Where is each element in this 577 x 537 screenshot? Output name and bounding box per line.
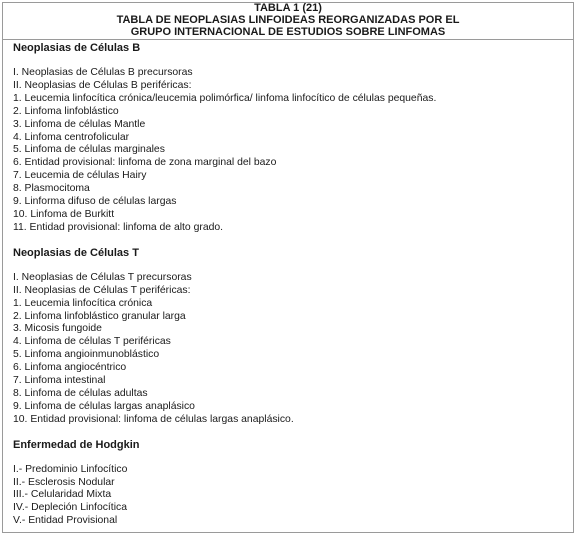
list-item: 4. Linfoma de células T periféricas (13, 336, 171, 348)
list-item: 9. Linforma difuso de células largas (13, 196, 177, 208)
item-list (13, 67, 568, 235)
list-item: 3. Micosis fungoide (13, 323, 102, 335)
list-item: 2. Linfoma linfoblástico (13, 105, 119, 117)
list-item: 5. Linfoma angioinmunoblástico (13, 349, 160, 361)
list-item: II.- Esclerosis Nodular (13, 476, 115, 488)
table-number: TABLA 1 (21) (254, 2, 322, 14)
list-item: 6. Entidad provisional: linfoma de zona marginal del bazo (13, 157, 277, 169)
list-item: 10. Linfoma de Burkitt (13, 208, 115, 220)
list-item: 9. Linfoma de células largas anaplásico (13, 400, 195, 412)
list-item: III.- Celularidad Mixta (13, 489, 112, 501)
section-hodgkin (13, 439, 568, 529)
table-body (13, 42, 568, 528)
list-item: 4. Linfoma centrofolicular (13, 131, 130, 143)
list-item: 2. Linfoma linfoblástico granular larga (13, 310, 186, 322)
item-list (13, 272, 568, 427)
table-title-line-2: GRUPO INTERNACIONAL DE ESTUDIOS SOBRE LINFOMAS (130, 26, 446, 38)
list-item: I. Neoplasias de Células T precursoras (13, 271, 192, 283)
list-item: 10. Entidad provisional: linfoma de células largas anaplásico. (13, 413, 294, 425)
section-title: Neoplasias de Células B (13, 42, 141, 54)
table-title-line-1: TABLA DE NEOPLASIAS LINFOIDEAS REORGANIZADAS POR EL (116, 14, 460, 26)
section-t-cell (13, 247, 568, 427)
item-list (13, 464, 568, 529)
section-title: Neoplasias de Células T (13, 246, 139, 259)
list-item: V.- Entidad Provisional (13, 515, 118, 527)
table-header (2, 2, 574, 40)
list-item: 3. Linfoma de células Mantle (13, 118, 146, 130)
list-item: IV.- Depleción Linfocítica (13, 502, 127, 514)
list-item: 5. Linfoma de células marginales (13, 144, 165, 156)
list-item: 6. Linfoma angiocéntrico (13, 362, 127, 374)
list-item: 7. Linfoma intestinal (13, 375, 106, 387)
list-item: 7. Leucemia de células Hairy (13, 170, 147, 182)
list-item: 11. Entidad provisional: linfoma de alto grado. (13, 221, 224, 233)
list-item: II. Neoplasias de Células T periféricas: (13, 284, 191, 296)
list-item: 1. Leucemia linfocítica crónica (13, 297, 153, 309)
section-b-cell (13, 42, 568, 235)
list-item: II. Neoplasias de Células B periféricas: (13, 79, 192, 91)
list-item: I.- Predominio Linfocítico (13, 463, 128, 475)
list-item: 1. Leucemia linfocítica crónica/leucemia polimórfica/ linfoma linfocítico de células pequeñas. (13, 92, 437, 104)
list-item: I. Neoplasias de Células B precursoras (13, 67, 193, 78)
list-item: 8. Linfoma de células adultas (13, 387, 148, 399)
section-title: Enfermedad de Hodgkin (13, 438, 140, 451)
list-item: 8. Plasmocitoma (13, 183, 90, 195)
